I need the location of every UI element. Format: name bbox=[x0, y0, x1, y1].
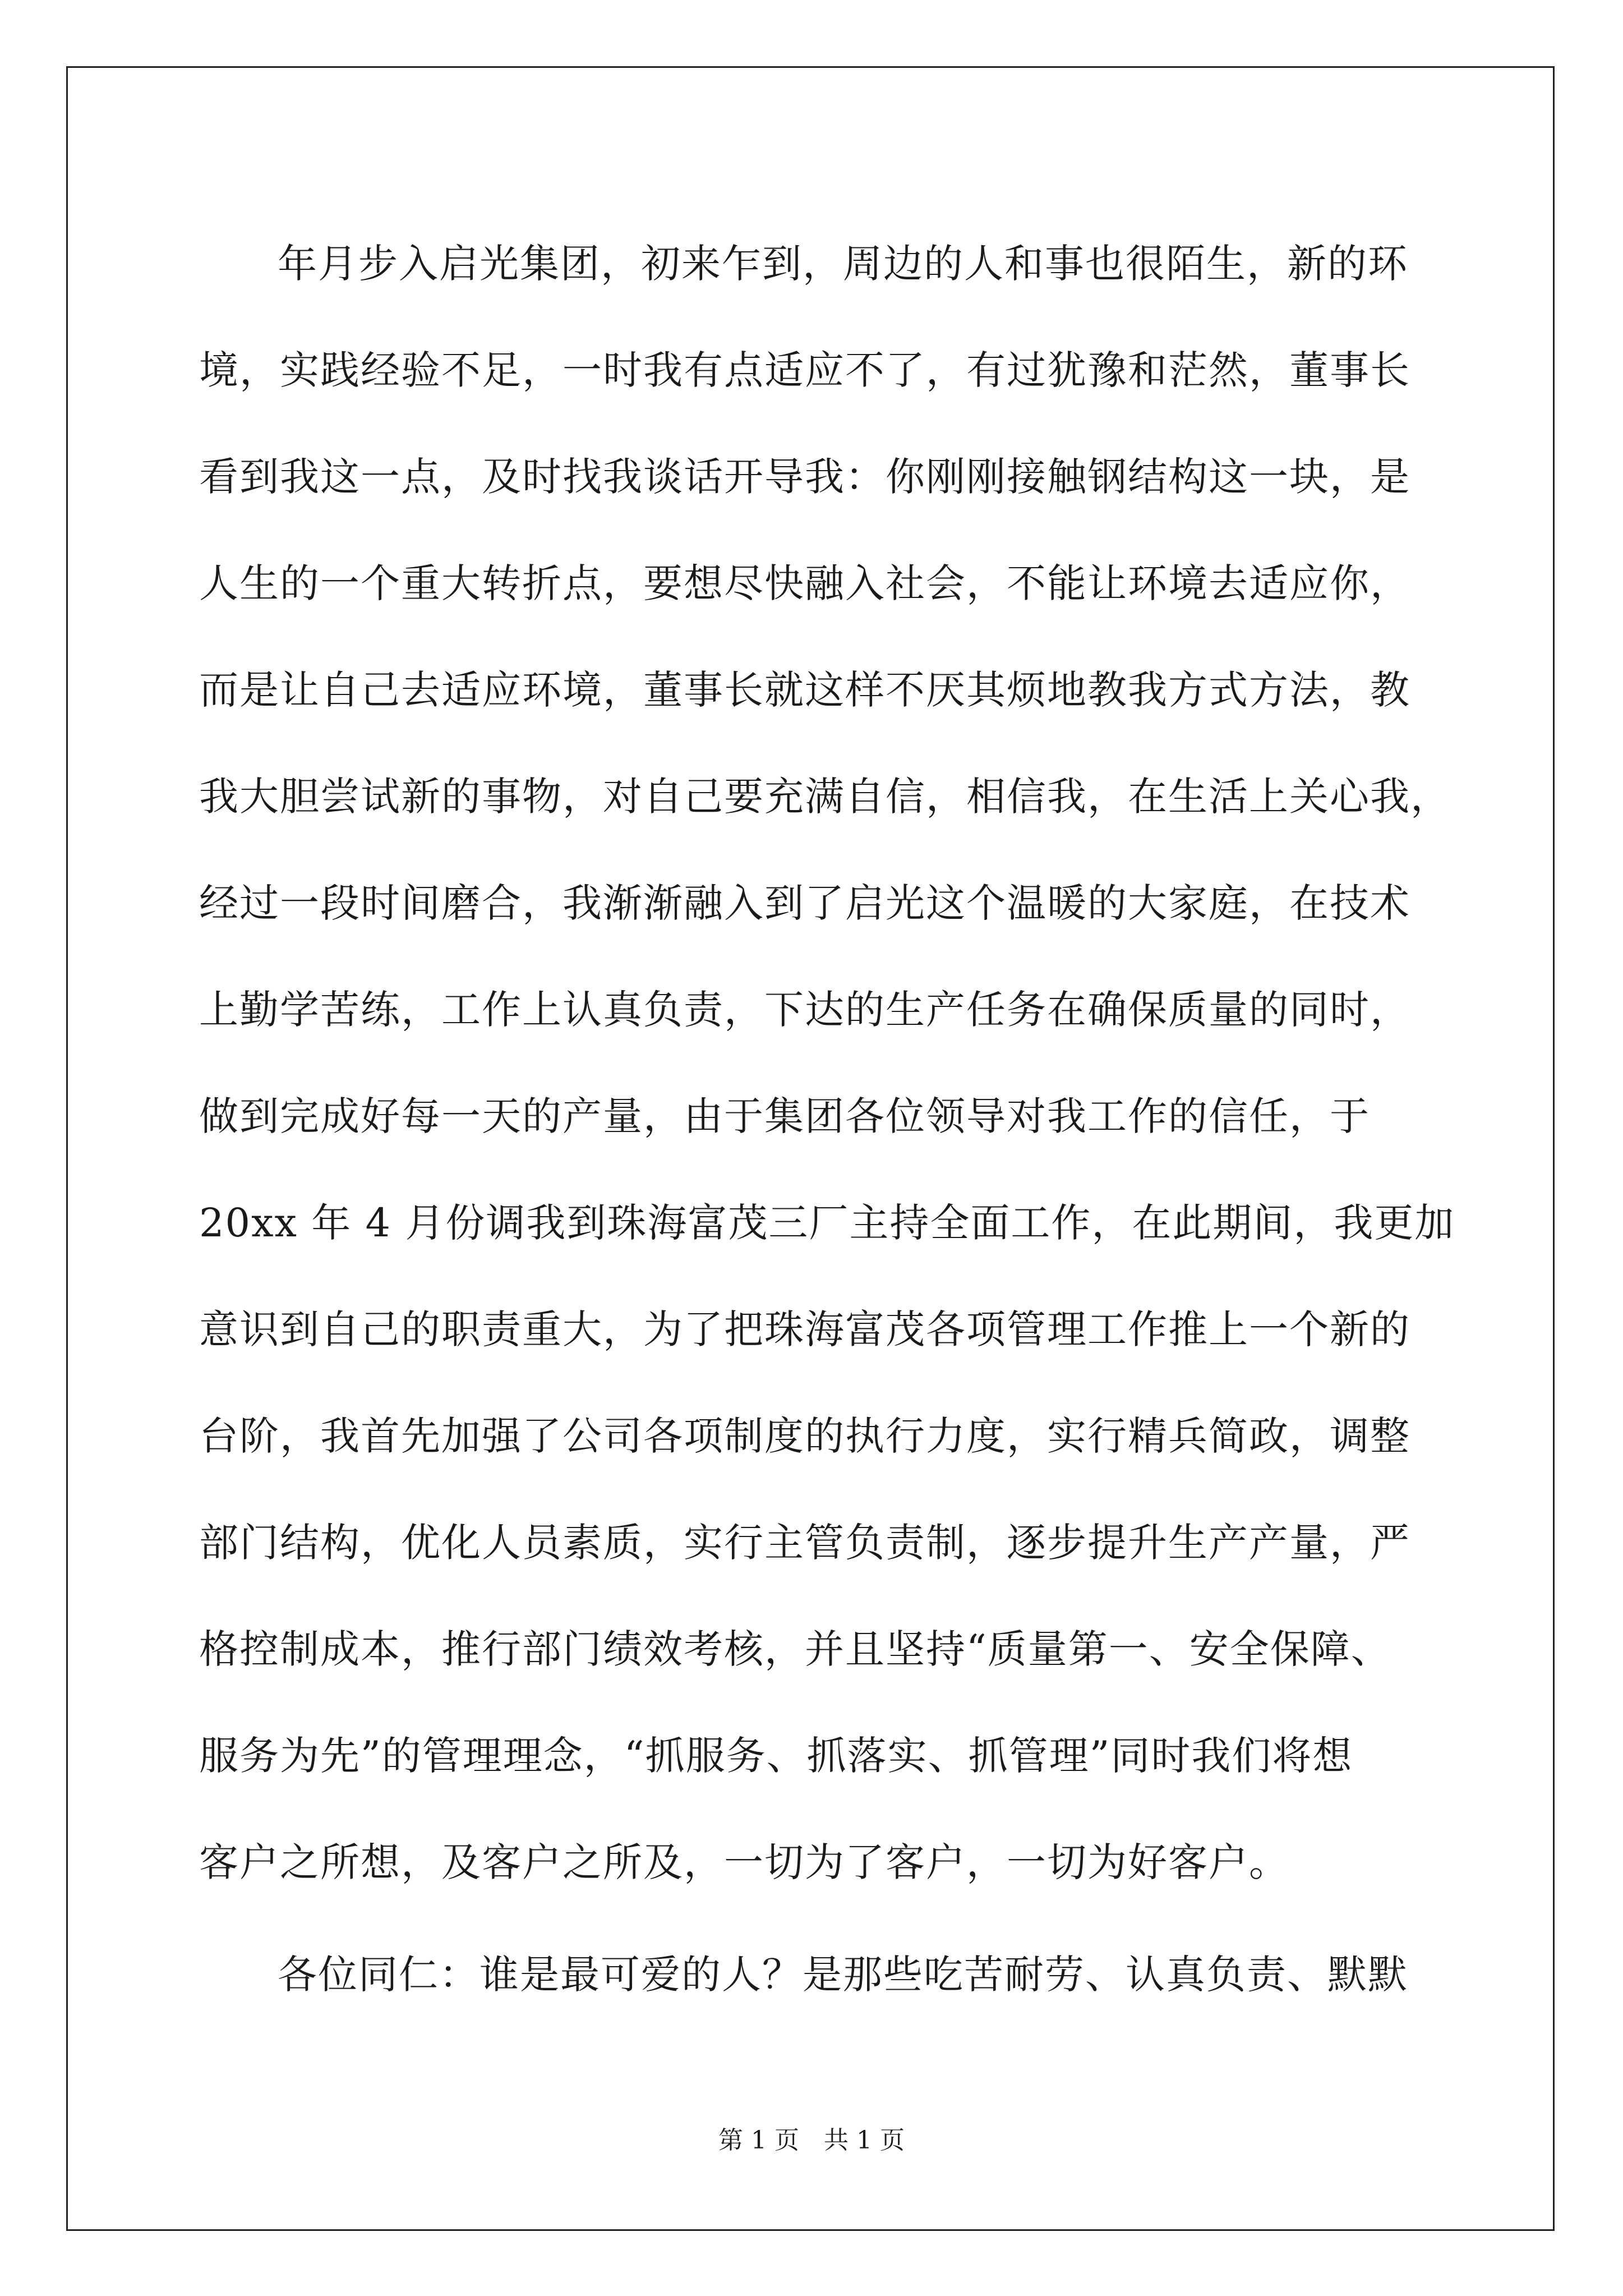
paragraph-line: 各位同仁：谁是最可爱的人？是那些吃苦耐劳、认真负责、默默 bbox=[278, 1952, 1408, 1998]
paragraph-line: 服务为先”的管理理念，“抓服务、抓落实、抓管理”同时我们将想 bbox=[199, 1733, 1353, 1779]
paragraph-line: 部门结构，优化人员素质，实行主管负责制，逐步提升生产产量，严 bbox=[199, 1520, 1410, 1566]
paragraph-line: 而是让自己去适应环境，董事长就这样不厌其烦地教我方式方法，教 bbox=[199, 667, 1410, 713]
paragraph-line: 人生的一个重大转折点，要想尽快融入社会，不能让环境去适应你， bbox=[199, 560, 1410, 606]
page-number-footer: 第 1 页 共 1 页 bbox=[718, 2126, 905, 2155]
paragraph-line: 台阶，我首先加强了公司各项制度的执行力度，实行精兵简政，调整 bbox=[199, 1413, 1410, 1459]
paragraph-line: 上勤学苦练，工作上认真负责，下达的生产任务在确保质量的同时， bbox=[199, 987, 1410, 1033]
paragraph-line: 格控制成本，推行部门绩效考核，并且坚持“质量第一、安全保障、 bbox=[199, 1626, 1391, 1672]
paragraph-line: 做到完成好每一天的产量，由于集团各位领导对我工作的信任，于 bbox=[199, 1093, 1370, 1139]
paragraph-line: 客户之所想，及客户之所及，一切为了客户，一切为好客户。 bbox=[199, 1839, 1289, 1885]
paragraph-line: 境，实践经验不足，一时我有点适应不了，有过犹豫和茫然，董事长 bbox=[199, 347, 1410, 393]
paragraph-line: 意识到自己的职责重大，为了把珠海富茂各项管理工作推上一个新的 bbox=[199, 1306, 1410, 1352]
paragraph-line: 20xx 年 4 月份调我到珠海富茂三厂主持全面工作，在此期间，我更加 bbox=[199, 1200, 1455, 1246]
paragraph-line: 看到我这一点，及时找我谈话开导我：你刚刚接触钢结构这一块，是 bbox=[199, 454, 1410, 500]
paragraph-line: 我大胆尝试新的事物，对自己要充满自信，相信我，在生活上关心我， bbox=[199, 774, 1451, 820]
document-body bbox=[199, 210, 1455, 2028]
paragraph-line: 经过一段时间磨合，我渐渐融入到了启光这个温暖的大家庭，在技术 bbox=[199, 880, 1410, 926]
paragraph-line: 年月步入启光集团，初来乍到，周边的人和事也很陌生，新的环 bbox=[278, 241, 1408, 287]
